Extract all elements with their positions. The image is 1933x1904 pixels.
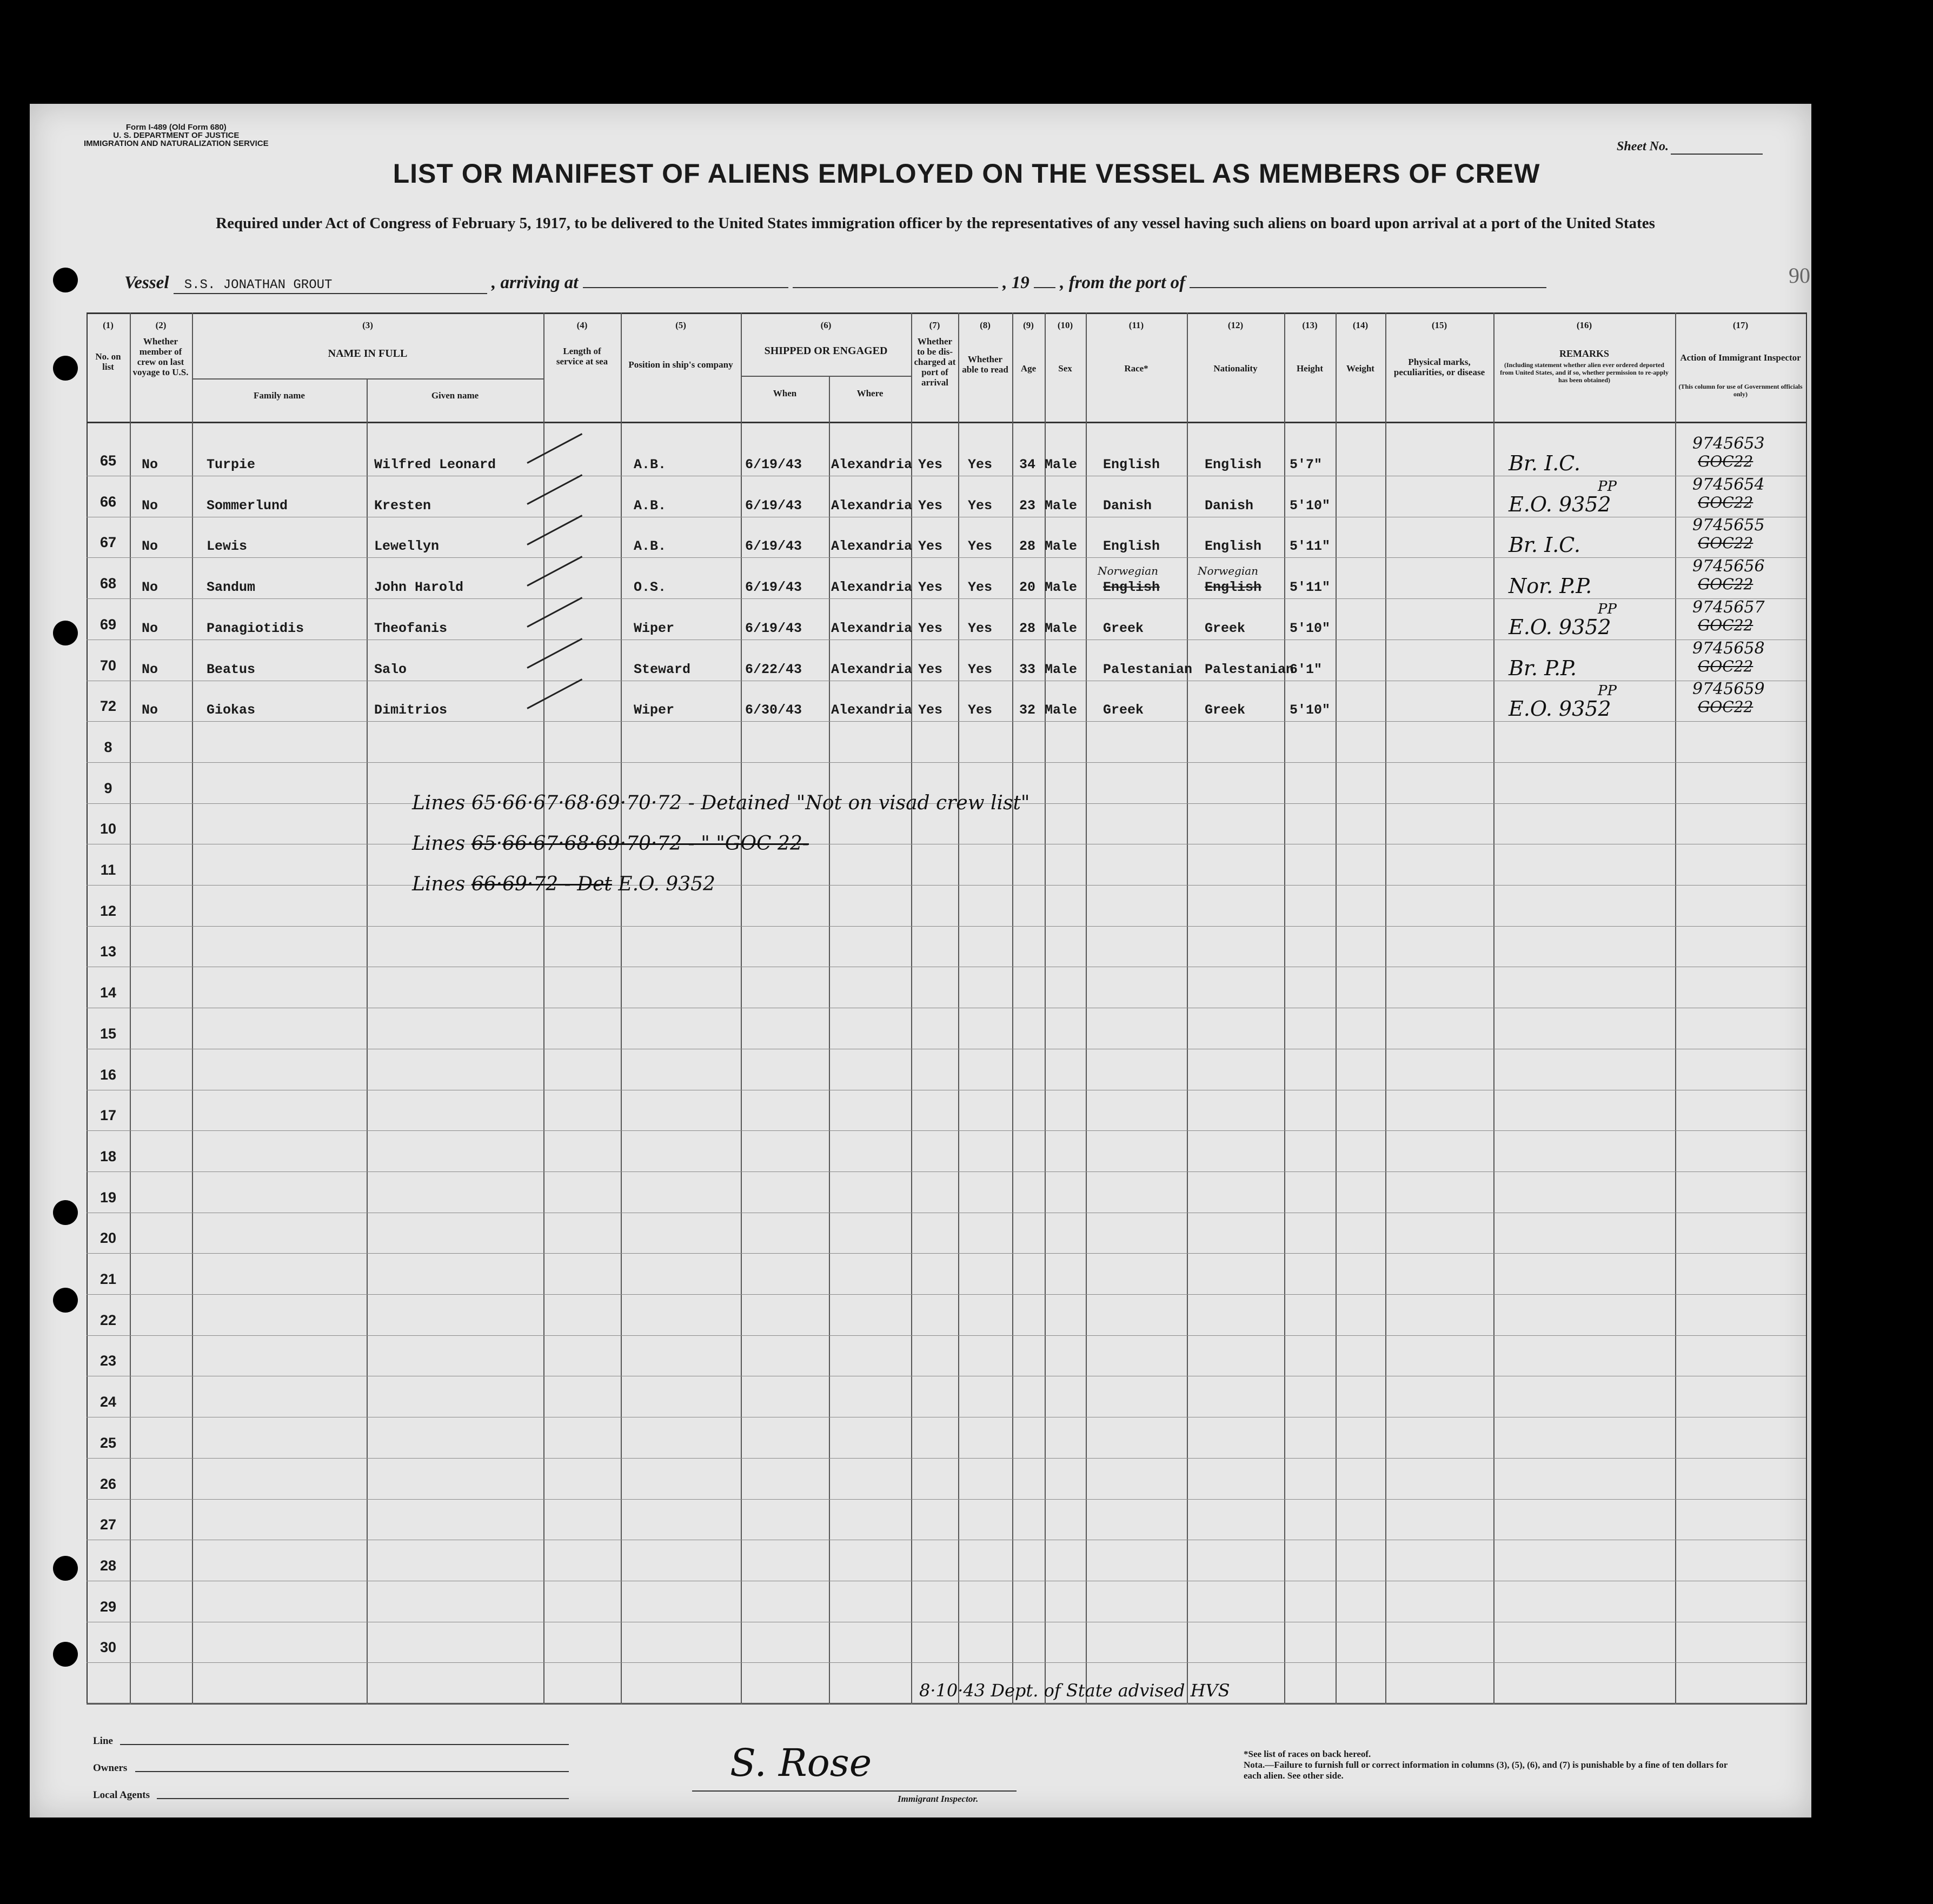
cell-race: English <box>1103 538 1160 554</box>
cell-family-name: Sandum <box>207 580 256 595</box>
cell-able-to-read: Yes <box>968 498 993 514</box>
shipped-header-divider <box>741 376 911 377</box>
row-number: 27 <box>99 1516 117 1533</box>
punch-hole <box>53 621 78 645</box>
cell-given-name: Kresten <box>374 498 431 514</box>
cell-action-note: GOC22 <box>1698 657 1753 675</box>
row-number: 65 <box>99 452 117 469</box>
col-heading-no: No. on list <box>95 351 121 372</box>
row-number: 67 <box>99 534 117 550</box>
cell-discharged: Yes <box>918 662 943 677</box>
cell-crew: No <box>142 621 158 636</box>
nationality-correction: Norwegian <box>1198 564 1259 577</box>
cell-remarks: Br. I.C. <box>1509 533 1580 557</box>
cell-shipped-when: 6/22/43 <box>745 662 802 677</box>
cell-shipped-when: 6/19/43 <box>745 621 802 636</box>
cell-height: 5'7" <box>1290 457 1323 472</box>
cell-action-note: GOC22 <box>1698 534 1753 552</box>
cell-shipped-where: Alexandria <box>831 662 913 677</box>
col-heading-when: When <box>773 388 797 398</box>
cell-race: Palestanian <box>1103 662 1193 677</box>
remarks-note: PP <box>1598 478 1617 495</box>
col-number: (1) <box>103 320 114 330</box>
col-heading-family: Family name <box>254 390 305 401</box>
handwritten-note: Lines 65·66·67·68·69·70·72 - " "GOC 22- <box>412 833 809 855</box>
vessel-name: S.S. JONATHAN GROUT <box>184 278 333 292</box>
cell-race: English <box>1103 580 1160 595</box>
cell-nationality: Greek <box>1205 702 1246 718</box>
cell-family-name: Turpie <box>207 457 256 472</box>
col-heading-height: Height <box>1296 363 1324 374</box>
row-number: 16 <box>99 1067 117 1083</box>
row-rule <box>87 926 1806 927</box>
row-number: 30 <box>99 1639 117 1655</box>
row-rule <box>87 1458 1806 1459</box>
row-rule <box>87 1294 1806 1295</box>
cell-remarks: E.O. 9352 <box>1509 615 1611 639</box>
cell-shipped-when: 6/19/43 <box>745 498 802 514</box>
page-number: 90 <box>1789 263 1810 288</box>
page-subtitle: Required under Act of Congress of February 5, 1917, to be delivered to the United States immigration officer by the representatives of any vessel having such aliens on board upon arrival at a port of the United States <box>216 215 1655 232</box>
cell-family-name: Panagiotidis <box>207 621 304 636</box>
cell-crew: No <box>142 702 158 718</box>
cell-shipped-where: Alexandria <box>831 702 913 718</box>
cell-action-number: 9745658 <box>1692 639 1765 658</box>
col-number: (9) <box>1023 320 1034 330</box>
col-border <box>1012 312 1013 1705</box>
cell-shipped-where: Alexandria <box>831 621 913 636</box>
cell-height: 5'10" <box>1290 702 1331 718</box>
race-correction: Norwegian <box>1098 564 1159 577</box>
col-border <box>1493 312 1494 1705</box>
col-heading-sex: Sex <box>1058 363 1072 374</box>
page-title: LIST OR MANIFEST OF ALIENS EMPLOYED ON THE VESSEL AS MEMBERS OF CREW <box>393 158 1540 189</box>
row-number: 26 <box>99 1476 117 1492</box>
cell-family-name: Beatus <box>207 662 256 677</box>
row-number: 8 <box>104 739 112 755</box>
row-number: 9 <box>104 780 112 796</box>
row-rule <box>87 1253 1806 1254</box>
col-number: (8) <box>980 320 991 330</box>
col-border <box>130 312 131 1705</box>
row-number: 12 <box>99 903 117 919</box>
cell-action-number: 9745654 <box>1692 475 1765 494</box>
col-border <box>1284 312 1285 1705</box>
row-number: 69 <box>99 616 117 633</box>
cell-nationality: Greek <box>1205 621 1246 636</box>
col-border <box>192 312 193 1705</box>
col-border <box>1385 312 1386 1705</box>
cell-shipped-when: 6/19/43 <box>745 580 802 595</box>
col-number: (11) <box>1128 320 1144 330</box>
row-rule <box>87 885 1806 886</box>
row-number: 11 <box>100 862 116 878</box>
row-number: 22 <box>99 1312 117 1328</box>
department-name: U. S. DEPARTMENT OF JUSTICE <box>113 131 240 140</box>
col-number: (15) <box>1431 320 1447 330</box>
cell-given-name: John Harold <box>374 580 464 595</box>
name-header-divider <box>192 378 543 380</box>
col-heading-where: Where <box>856 388 884 398</box>
col-heading-position: Position in ship's company <box>628 360 733 370</box>
cell-height: 5'10" <box>1290 498 1331 514</box>
col-heading-service: Length of service at sea <box>556 346 608 367</box>
col-number: (3) <box>362 320 373 330</box>
footnote <box>1244 1749 1741 1781</box>
cell-height: 5'10" <box>1290 621 1331 636</box>
col-number: (2) <box>155 320 167 330</box>
cell-action-number: 9745659 <box>1692 680 1765 698</box>
row-number: 10 <box>99 821 117 837</box>
header-bottom-border <box>87 422 1806 423</box>
cell-height: 6'1" <box>1290 662 1323 677</box>
row-number: 29 <box>99 1599 117 1615</box>
cell-sex: Male <box>1045 538 1078 554</box>
row-rule <box>87 1335 1806 1336</box>
row-number: 72 <box>99 698 117 714</box>
cell-able-to-read: Yes <box>968 621 993 636</box>
cell-crew: No <box>142 580 158 595</box>
handwritten-note: Lines 66·69·72 - Det E.O. 9352 <box>412 873 715 895</box>
col-border <box>958 312 959 1705</box>
cell-position: Steward <box>634 662 691 677</box>
col-number: (6) <box>820 320 832 330</box>
vessel-line <box>124 273 1546 294</box>
cell-able-to-read: Yes <box>968 538 993 554</box>
cell-action-note: GOC22 <box>1698 698 1753 716</box>
cell-position: Wiper <box>634 702 675 718</box>
row-rule <box>87 1662 1806 1663</box>
cell-shipped-where: Alexandria <box>831 538 913 554</box>
col-heading-shipped: SHIPPED OR ENGAGED <box>764 345 888 357</box>
signature-line <box>692 1790 1017 1792</box>
cell-age: 28 <box>1019 538 1036 554</box>
row-number: 18 <box>99 1148 117 1164</box>
cell-sex: Male <box>1045 580 1078 595</box>
cell-age: 28 <box>1019 621 1036 636</box>
races-note: *See list of races on back hereof. <box>1244 1749 1371 1759</box>
col-heading-discharged: Whether to be dis-charged at port of arrival <box>914 336 956 388</box>
col-border <box>741 312 742 1705</box>
col-heading-action-sub: (This column for use of Government officials only) <box>1678 383 1803 398</box>
cell-nationality: English <box>1205 457 1262 472</box>
col-border <box>543 312 544 1705</box>
cell-remarks: Br. I.C. <box>1509 451 1580 475</box>
cell-position: A.B. <box>634 538 667 554</box>
punch-hole <box>53 268 78 292</box>
cell-action-number: 9745653 <box>1692 434 1765 453</box>
row-rule <box>87 762 1806 763</box>
row-number: 24 <box>99 1394 117 1410</box>
cell-crew: No <box>142 538 158 554</box>
col-number: (14) <box>1352 320 1369 330</box>
col-heading-action: Action of Immigrant Inspector <box>1680 352 1801 363</box>
punch-hole <box>53 1200 78 1225</box>
row-rule <box>87 557 1806 558</box>
from-port-field <box>1190 287 1546 288</box>
cell-given-name: Wilfred Leonard <box>374 457 496 472</box>
col-number: (12) <box>1227 320 1244 330</box>
handwritten-note: Lines 65·66·67·68·69·70·72 - Detained "Not on visad crew list" <box>412 792 1030 814</box>
col-number: (7) <box>929 320 940 330</box>
cell-action-number: 9745655 <box>1692 516 1765 535</box>
bottom-handwritten-note: 8·10·43 Dept. of State advised HVS <box>919 1680 1230 1701</box>
from-port-label: , from the port of <box>1060 273 1186 292</box>
col-border <box>1806 312 1807 1705</box>
col-border <box>829 376 830 1705</box>
cell-nationality: English <box>1205 580 1262 595</box>
footer-line-label: Line <box>93 1735 113 1747</box>
cell-family-name: Sommerlund <box>207 498 288 514</box>
nota-note: Nota.—Failure to furnish full or correct information in columns (3), (5), (6), and (7) is punishable by a fine of ten dollars for each alien. See other side. <box>1244 1760 1728 1781</box>
cell-able-to-read: Yes <box>968 662 993 677</box>
row-number: 28 <box>99 1557 117 1574</box>
cell-discharged: Yes <box>918 621 943 636</box>
sheet-number-field <box>1671 154 1763 155</box>
cell-action-note: GOC22 <box>1698 452 1753 470</box>
cell-shipped-when: 6/30/43 <box>745 702 802 718</box>
col-border <box>911 312 912 1705</box>
punch-hole <box>53 1288 78 1313</box>
col-number: (17) <box>1732 320 1749 330</box>
cell-action-note: GOC22 <box>1698 616 1753 634</box>
cell-position: A.B. <box>634 498 667 514</box>
cell-discharged: Yes <box>918 457 943 472</box>
cell-discharged: Yes <box>918 580 943 595</box>
row-number: 21 <box>99 1271 117 1287</box>
cell-remarks: Br. P.P. <box>1509 656 1577 680</box>
punch-hole <box>53 1556 78 1581</box>
col-border <box>1187 312 1188 1705</box>
row-rule <box>87 1499 1806 1500</box>
col-heading-crew: Whether member of crew on last voyage to U.S. <box>132 336 189 377</box>
row-rule <box>87 1703 1806 1704</box>
cell-age: 32 <box>1019 702 1036 718</box>
cell-position: A.B. <box>634 457 667 472</box>
col-number: (16) <box>1576 320 1592 330</box>
cell-nationality: Palestanian <box>1205 662 1294 677</box>
cell-crew: No <box>142 498 158 514</box>
cell-given-name: Dimitrios <box>374 702 448 718</box>
cell-sex: Male <box>1045 457 1078 472</box>
footer-line-field <box>120 1744 569 1745</box>
footer-agents-label: Local Agents <box>93 1789 150 1801</box>
remarks-note: PP <box>1598 601 1617 617</box>
vessel-label: Vessel <box>124 273 169 292</box>
cell-discharged: Yes <box>918 538 943 554</box>
row-number: 66 <box>99 494 117 510</box>
col-number: (5) <box>675 320 686 330</box>
col-heading-read: Whether able to read <box>962 354 1008 375</box>
cell-position: Wiper <box>634 621 675 636</box>
cell-height: 5'11" <box>1290 538 1331 554</box>
cell-sex: Male <box>1045 662 1078 677</box>
table-top-border <box>87 312 1806 314</box>
cell-action-note: GOC22 <box>1698 575 1753 593</box>
row-number: 17 <box>99 1107 117 1123</box>
cell-nationality: Danish <box>1205 498 1254 514</box>
col-border <box>1675 312 1676 1705</box>
cell-family-name: Lewis <box>207 538 248 554</box>
remarks-note: PP <box>1598 683 1617 699</box>
col-heading-age: Age <box>1020 363 1037 374</box>
col-heading-remarks: REMARKS <box>1559 348 1609 359</box>
cell-discharged: Yes <box>918 498 943 514</box>
col-heading-weight: Weight <box>1346 363 1374 374</box>
row-number: 20 <box>99 1230 117 1246</box>
row-number: 23 <box>99 1353 117 1369</box>
row-rule <box>87 1171 1806 1172</box>
cell-age: 33 <box>1019 662 1036 677</box>
inspector-label: Immigrant Inspector. <box>898 1794 979 1804</box>
cell-race: Greek <box>1103 621 1144 636</box>
row-rule <box>87 721 1806 722</box>
cell-given-name: Lewellyn <box>374 538 440 554</box>
sheet-number-label: Sheet No. <box>1617 139 1669 154</box>
cell-remarks: E.O. 9352 <box>1509 492 1611 516</box>
row-number: 70 <box>99 657 117 674</box>
cell-shipped-where: Alexandria <box>831 580 913 595</box>
cell-age: 20 <box>1019 580 1036 595</box>
row-rule <box>87 598 1806 599</box>
col-number: (4) <box>576 320 588 330</box>
cell-discharged: Yes <box>918 702 943 718</box>
col-number: (13) <box>1302 320 1318 330</box>
year-label: , 19 <box>1002 273 1029 292</box>
cell-crew: No <box>142 662 158 677</box>
cell-action-number: 9745657 <box>1692 598 1765 617</box>
cell-given-name: Theofanis <box>374 621 448 636</box>
cell-family-name: Giokas <box>207 702 256 718</box>
col-border <box>1045 312 1046 1705</box>
cell-sex: Male <box>1045 702 1078 718</box>
row-rule <box>87 1130 1806 1131</box>
cell-race: English <box>1103 457 1160 472</box>
punch-hole <box>53 1642 78 1667</box>
col-heading-marks: Physical marks, peculiarities, or disease <box>1393 357 1485 377</box>
cell-given-name: Salo <box>374 662 407 677</box>
col-border <box>621 312 622 1705</box>
cell-remarks: E.O. 9352 <box>1509 697 1611 721</box>
arriving-label: , arriving at <box>491 273 579 292</box>
cell-action-number: 9745656 <box>1692 557 1765 576</box>
col-heading-nationality: Nationality <box>1213 363 1258 374</box>
col-border <box>367 378 368 1705</box>
row-number: 25 <box>99 1435 117 1451</box>
cell-remarks: Nor. P.P. <box>1509 574 1592 598</box>
cell-shipped-when: 6/19/43 <box>745 538 802 554</box>
cell-shipped-where: Alexandria <box>831 457 913 472</box>
col-border <box>87 312 88 1705</box>
footer-owners-field <box>135 1771 569 1772</box>
service-name: IMMIGRATION AND NATURALIZATION SERVICE <box>84 139 269 148</box>
cell-age: 23 <box>1019 498 1036 514</box>
cell-crew: No <box>142 457 158 472</box>
cell-race: Greek <box>1103 702 1144 718</box>
form-header <box>84 123 269 148</box>
footer-owners-label: Owners <box>93 1762 128 1774</box>
cell-action-note: GOC22 <box>1698 494 1753 511</box>
cell-age: 34 <box>1019 457 1036 472</box>
cell-able-to-read: Yes <box>968 702 993 718</box>
form-number: Form I-489 (Old Form 680) <box>125 123 227 132</box>
arriving-date-field <box>793 287 998 288</box>
cell-shipped-where: Alexandria <box>831 498 913 514</box>
row-number: 19 <box>99 1189 117 1206</box>
cell-shipped-when: 6/19/43 <box>745 457 802 472</box>
row-number: 68 <box>99 575 117 591</box>
cell-height: 5'11" <box>1290 580 1331 595</box>
year-field <box>1034 287 1055 288</box>
footer-agents-field <box>157 1798 569 1799</box>
col-heading-race: Race* <box>1124 363 1148 374</box>
cell-able-to-read: Yes <box>968 580 993 595</box>
row-number: 15 <box>99 1026 117 1042</box>
col-heading-given: Given name <box>431 390 479 401</box>
row-number: 13 <box>99 943 117 960</box>
cell-able-to-read: Yes <box>968 457 993 472</box>
col-heading-remarks-sub: (Including statement whether alien ever ordered deported from United States, and if so, whether permission to re-apply has been obtained) <box>1500 361 1669 384</box>
col-border <box>1336 312 1337 1705</box>
col-border <box>1086 312 1087 1705</box>
cell-sex: Male <box>1045 621 1078 636</box>
cell-race: Danish <box>1103 498 1152 514</box>
arriving-field <box>583 287 788 288</box>
col-heading-name: NAME IN FULL <box>328 348 408 360</box>
cell-nationality: English <box>1205 538 1262 554</box>
cell-position: O.S. <box>634 580 667 595</box>
cell-sex: Male <box>1045 498 1078 514</box>
inspector-signature: S. Rose <box>730 1741 872 1785</box>
col-number: (10) <box>1057 320 1073 330</box>
row-number: 14 <box>99 984 117 1001</box>
punch-hole <box>53 356 78 381</box>
